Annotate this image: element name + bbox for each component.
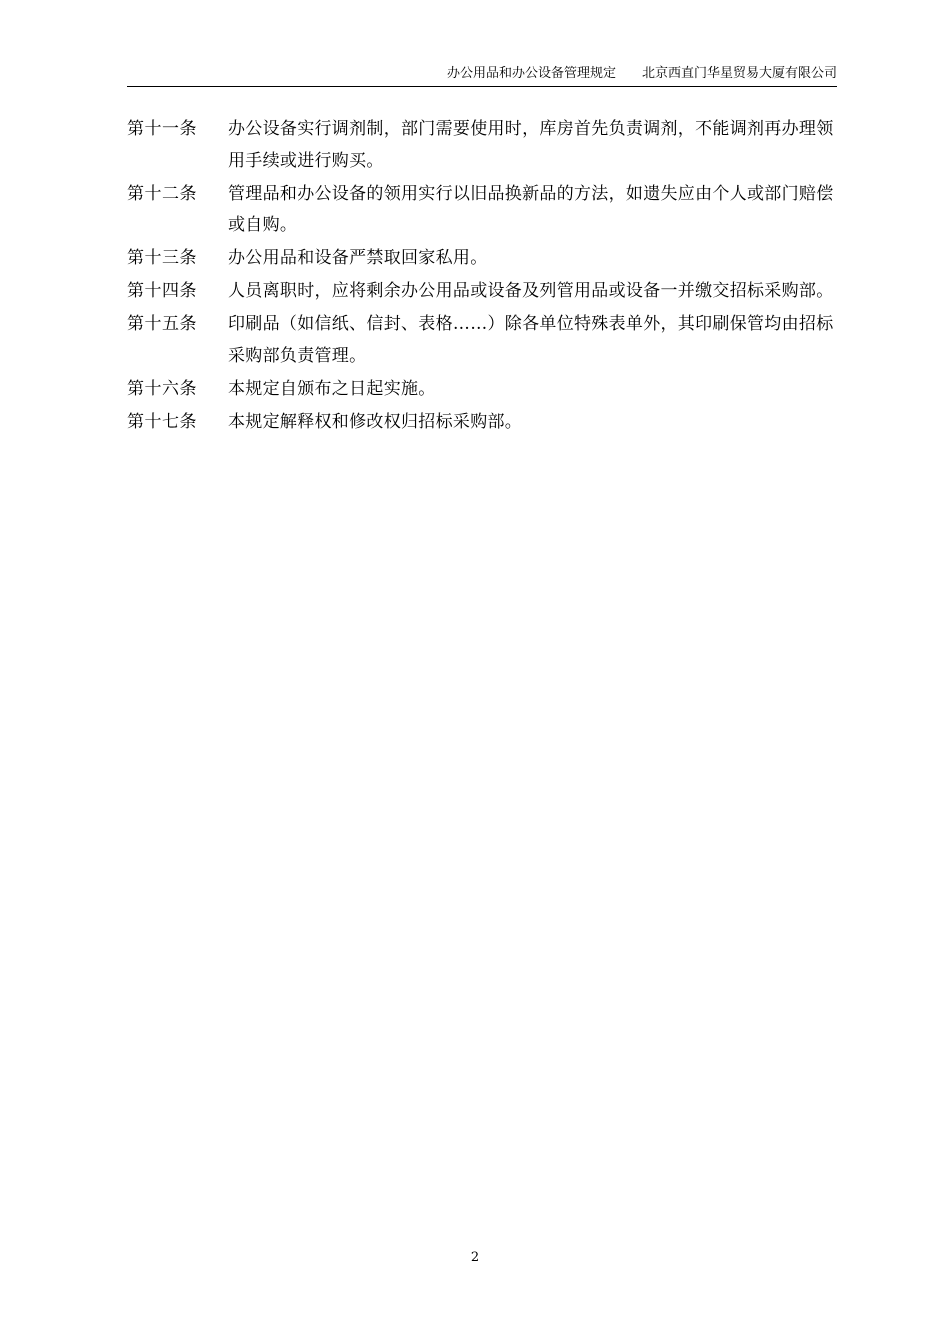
page-number: 2 [470, 1250, 480, 1265]
article-text: 管理品和办公设备的领用实行以旧品换新品的方法，如遗失应由个人或部门赔偿或自购。 [228, 183, 834, 235]
article-text: 办公设备实行调剂制，部门需要使用时，库房首先负责调剂，不能调剂再办理领用手续或进行购买。 [228, 119, 834, 171]
header-company-name: 北京西直门华星贸易大厦有限公司 [641, 66, 837, 81]
article-16 [127, 374, 839, 406]
article-number: 第十六条 [127, 378, 197, 399]
article-text: 本规定自颁布之日起实施。 [228, 378, 436, 399]
article-12 [127, 179, 839, 242]
article-number: 第十三条 [127, 248, 197, 268]
article-13 [127, 243, 839, 275]
article-text: 办公用品和设备严禁取回家私用。 [228, 248, 488, 268]
article-text: 本规定解释权和修改权归招标采购部。 [228, 411, 523, 432]
header-document-title: 办公用品和办公设备管理规定 [446, 66, 616, 81]
page-header [127, 66, 837, 87]
article-14 [127, 276, 839, 308]
article-number: 第十四条 [127, 281, 197, 301]
article-text: 印刷品（如信纸、信封、表格……）除各单位特殊表单外，其印刷保管均由招标采购部负责管理。 [228, 314, 834, 366]
article-number: 第十二条 [127, 183, 197, 204]
article-17 [127, 407, 839, 439]
article-15 [127, 309, 839, 372]
article-11 [127, 114, 839, 177]
article-text: 人员离职时，应将剩余办公用品或设备及列管用品或设备一并缴交招标采购部。 [228, 281, 834, 301]
article-number: 第十五条 [127, 314, 197, 334]
article-number: 第十七条 [127, 411, 197, 432]
article-list [127, 114, 839, 440]
article-number: 第十一条 [127, 119, 197, 139]
